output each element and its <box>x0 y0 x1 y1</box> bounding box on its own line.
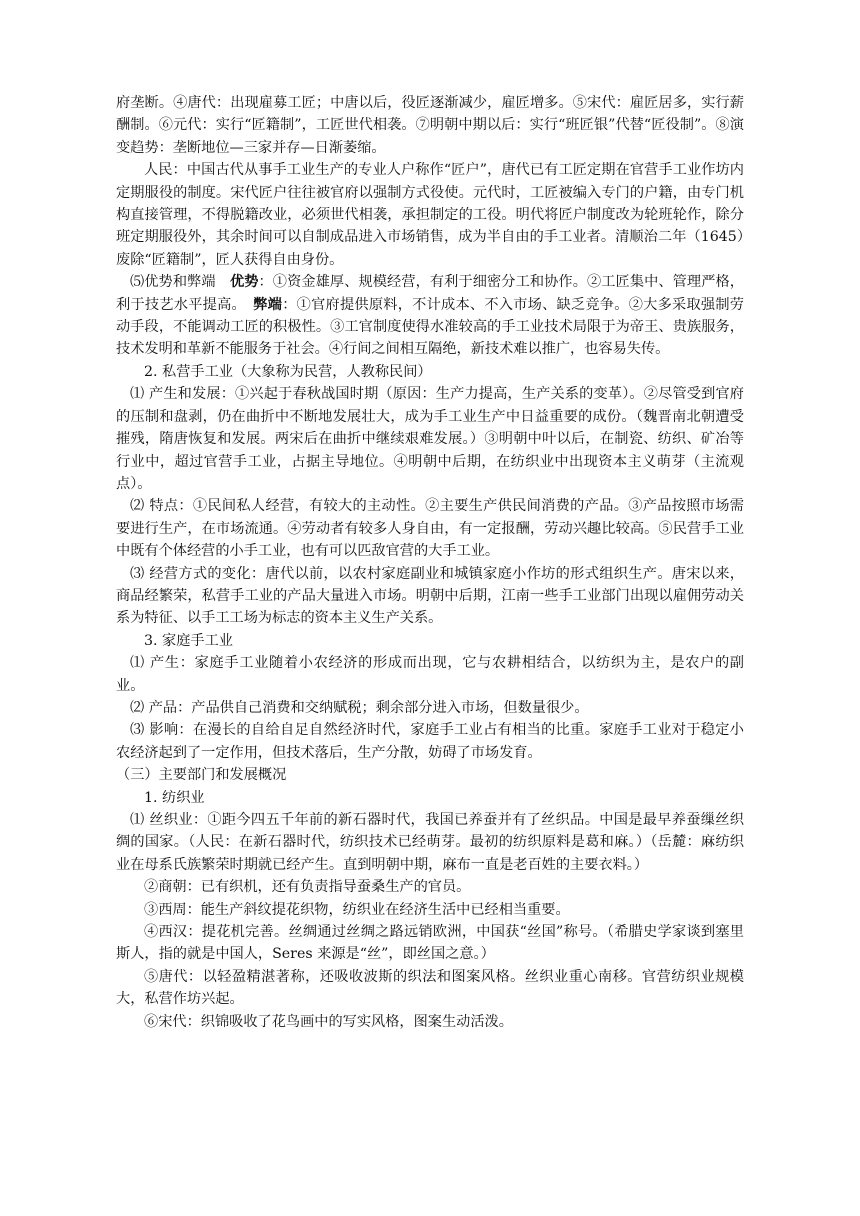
heading-textile: 1. 纺织业 <box>144 789 205 806</box>
paragraph-renmin-artisan-households: 人民：中国古代从事手工业生产的专业人户称作“匠户”，唐代已有工匠定期在官营手工业作坊内定期服役的制度。宋代匠户往往被官府以强制方式役使。元代时，工匠被编入专门的户籍，由专门机构直接管理，不得脱籍改业，必须世代相袭，承担制定的工役。明代将匠户制度改为轮班轮作，除分班定期服役外，其余时间可以自制成品进入市场销售，成为半自由的手工业者。清顺治二年（1645）废除“匠籍制”，匠人获得自由身份。 <box>116 162 744 268</box>
disadvantages-text: ：①官府提供原料，不计成本、不入市场、缺乏竞争。②大多采取强制劳动手段，不能调动工匠的积极性。③工官制度使得水准较高的手工业技术局限于为帝王、贵族服务，技术发明和革新不能服务于社会。④行间之间相互隔绝，新技术难以推广，也容易失传。 <box>116 296 744 358</box>
advantages-lead: ⑸优势和弊端 <box>130 274 230 291</box>
paragraph-advantages-disadvantages <box>116 271 744 361</box>
paragraph-western-zhou: ③西周：能生产斜纹提花织物，纺织业在经济生活中已经相当重要。 <box>144 901 570 918</box>
paragraph-western-han: ④西汉：提花机完善。丝绸通过丝绸之路远销欧洲，中国获“丝国”称号。（希腊史学家谈到塞里斯人，指的就是中国人，Seres 来源是“丝”，即丝国之意。） <box>116 924 744 963</box>
paragraph-shang: ②商朝：已有织机，还有负责指导蚕桑生产的官员。 <box>144 879 471 896</box>
advantages-text: ：①资金雄厚、规模经营，有利于细密分工和协作。②工匠集中、管理严格，利于技艺水平提高。 <box>116 274 744 313</box>
heading-household-handicraft: 3. 家庭手工业 <box>144 632 233 649</box>
paragraph-household-products: ⑵ 产品：产品供自己消费和交纳赋税；剩余部分进入市场，但数量很少。 <box>130 699 589 716</box>
paragraph-private-management: ⑶ 经营方式的变化：唐代以前，以农村家庭副业和城镇家庭小作坊的形式组织生产。唐宋以来，商品经繁荣，私营手工业的产品大量进入市场。明朝中后期，江南一些手工业部门出现以雇佣劳动关系为特征、以手工工场为标志的资本主义生产关系。 <box>116 565 744 627</box>
heading-main-sectors: （三）主要部门和发展概况 <box>116 767 287 784</box>
paragraph-private-features: ⑵ 特点：①民间私人经营，有较大的主动性。②主要生产供民间消费的产品。③产品按照市场需要进行生产，在市场流通。④劳动者有较多人身自由，有一定报酬，劳动兴趣比较高。⑤民营手工业中既有个体经营的小手工业，也有可以匹敌官营的大手工业。 <box>116 498 744 560</box>
paragraph-household-origin: ⑴ 产生：家庭手工业随着小农经济的形成而出现，它与农耕相结合，以纺织为主，是农户的副业。 <box>116 655 744 694</box>
paragraph-private-origin: ⑴ 产生和发展：①兴起于春秋战国时期（原因：生产力提高，生产关系的变革）。②尽管受到官府的压制和盘剥，仍在曲折中不断地发展壮大，成为手工业生产中日益重要的成份。（魏晋南北朝遭受摧残，隋唐恢复和发展。两宋后在曲折中继续艰难发展。）③明朝中叶以后，在制瓷、纺织、矿冶等行业中，超过官营手工业，占据主导地位。④明朝中后期，在纺织业中出现资本主义萌芽（主流观点）。 <box>116 386 744 492</box>
advantages-label: 优势 <box>229 274 259 291</box>
paragraph-silk-origin: ⑴ 丝织业：①距今四五千年前的新石器时代，我国已养蚕并有了丝织品。中国是最早养蚕缫丝织绸的国家。（人民：在新石器时代，纺织技术已经萌芽。最初的纺织原料是葛和麻。）（岳麓：麻纺织业在母系氏族繁荣时期就已经产生。直到明朝中期，麻布一直是老百姓的主要衣料。） <box>116 812 744 873</box>
document-page <box>116 92 744 1033</box>
paragraph-tang: ⑤唐代：以轻盈精湛著称，还吸收波斯的织法和图案风格。丝织业重心南移。官营纺织业规模大，私营作坊兴起。 <box>116 968 744 1008</box>
heading-private-handicraft: 2. 私营手工业（大象称为民营，人教称民间） <box>144 363 432 380</box>
disadvantages-label: 弊端 <box>253 296 283 313</box>
paragraph-artisan-evolution: 府垄断。④唐代：出现雇募工匠；中唐以后，役匠逐渐减少，雇匠增多。⑤宋代：雇匠居多，实行薪酬制。⑥元代：实行“匠籍制”，工匠世代相袭。⑦明朝中期以后：实行“班匠银”代替“匠役制”。⑧演变趋势：垄断地位—三家并存—日渐萎缩。 <box>116 95 744 156</box>
paragraph-song: ⑥宋代：织锦吸收了花鸟画中的写实风格，图案生动活泼。 <box>144 1013 513 1030</box>
paragraph-household-impact: ⑶ 影响：在漫长的自给自足自然经济时代，家庭手工业占有相当的比重。家庭手工业对于稳定小农经济起到了一定作用，但技术落后，生产分散，妨碍了市场发育。 <box>116 722 744 761</box>
